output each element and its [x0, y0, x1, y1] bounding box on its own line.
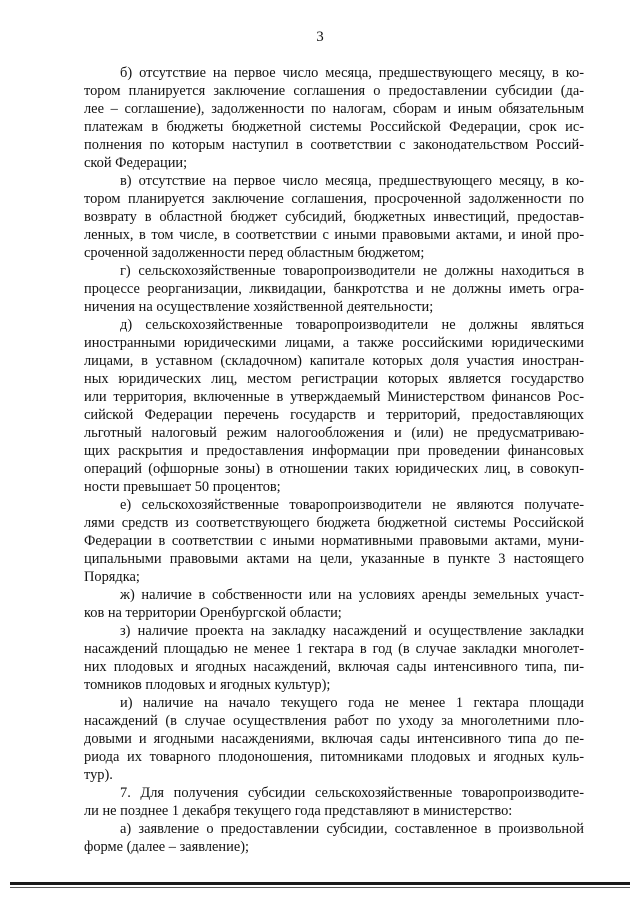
text-line: ли не позднее 1 декабря текущего года представляют в министерство: [84, 803, 513, 819]
text-line: щих раскрытия и предоставления информации при проведении финансовых [84, 443, 584, 459]
text-line: а) заявление о предоставлении субсидии, составленное в произвольной [120, 821, 584, 837]
text-line: сийской Федерации перечень государств и территорий, предоставляющих [84, 407, 584, 423]
bottom-border-line [10, 882, 630, 885]
text-line: ленных, в том числе, в соответствии с иными правовыми актами, и иной про- [84, 227, 584, 243]
text-line: и) наличие на начало текущего года не менее 1 гектара площади [120, 695, 584, 711]
text-line: довыми и ягодными насаждениями, включая сады интенсивного типа до пе- [84, 731, 584, 747]
text-line: ж) наличие в собственности или на условиях аренды земельных участ- [120, 587, 584, 603]
text-line: ных юридических лиц, местом регистрации которых является государство [84, 371, 584, 387]
text-line: льготный налоговый режим налогообложения и (или) не предусматриваю- [84, 425, 584, 441]
text-line: насаждений (в случае осуществления работ по уходу за многолетними пло- [84, 713, 584, 729]
text-line: 7. Для получения субсидии сельскохозяйственные товаропроизводите- [120, 785, 584, 801]
text-line: Порядка; [84, 569, 140, 585]
text-line: ципальными правовыми актами на цели, указанные в пункте 3 настоящего [84, 551, 584, 567]
text-line: в) отсутствие на первое число месяца, предшествующего месяцу, в ко- [120, 173, 584, 189]
text-line: ков на территории Оренбургской области; [84, 605, 342, 621]
text-line: них плодовых и ягодных насаждений, включая сады интенсивного типа, пи- [84, 659, 584, 675]
text-line: б) отсутствие на первое число месяца, предшествующего месяцу, в ко- [120, 65, 584, 81]
page-number: 3 [316, 29, 324, 45]
text-line: тором планируется заключение соглашения о предоставлении субсидии (да- [84, 83, 584, 99]
text-line: или территория, включенные в утверждаемый Министерством финансов Рос- [84, 389, 584, 405]
text-line: томников плодовых и ягодных культур); [84, 677, 331, 693]
text-line: платежам в бюджеты бюджетной системы Российской Федерации, срок ис- [84, 119, 584, 135]
text-line: ничения на осуществление хозяйственной деятельности; [84, 299, 434, 315]
text-line: процессе реорганизации, ликвидации, банкротства и не должны иметь огра- [84, 281, 584, 297]
text-line: иностранными юридическими лицами, а также российскими юридическими [84, 335, 584, 351]
text-line: риода их товарного плодоношения, питомниками плодовых и ягодных куль- [84, 749, 584, 765]
text-line: тором планируется заключение соглашения, просроченной задолженности по [84, 191, 584, 207]
text-line: сроченной задолженности перед областным бюджетом; [84, 245, 425, 261]
text-line: форме (далее – заявление); [84, 839, 250, 855]
text-line: ской Федерации; [84, 155, 188, 171]
text-line: возврату в областной бюджет субсидий, бюджетных инвестиций, предостав- [84, 209, 584, 225]
text-line: лями средств из соответствующего бюджета бюджетной системы Российской [84, 515, 584, 531]
text-line: лицами, в уставном (складочном) капитале которых доля участия иностран- [84, 353, 584, 369]
text-line: Федерации в соответствии с иными нормативными правовыми актами, муни- [84, 533, 584, 549]
document-body [84, 64, 584, 856]
text-line: полнения по которым наступил в соответствии с законодательством Россий- [84, 137, 584, 153]
text-line: д) сельскохозяйственные товаропроизводители не должны являться [120, 317, 584, 333]
text-line: лее – соглашение), задолженности по налогам, сборам и иным обязательным [84, 101, 584, 117]
text-line: ности превышает 50 процентов; [84, 479, 281, 495]
text-line: операций (офшорные зоны) в отношении таких юридических лиц, в совокуп- [84, 461, 584, 477]
text-line: з) наличие проекта на закладку насаждений и осуществление закладки [120, 623, 584, 639]
bottom-border-line-thin [10, 887, 630, 888]
text-line: тур). [84, 767, 113, 783]
text-line: насаждений площадью не менее 1 гектара в год (в случае закладки многолет- [84, 641, 584, 657]
text-line: г) сельскохозяйственные товаропроизводители не должны находиться в [120, 263, 584, 279]
text-line: е) сельскохозяйственные товаропроизводители не являются получате- [120, 497, 584, 513]
